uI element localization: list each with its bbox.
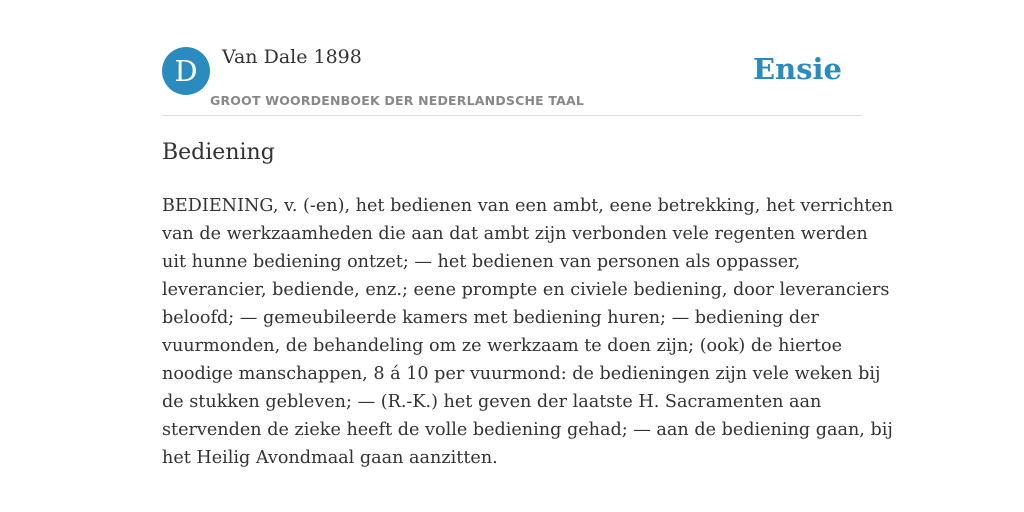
entry-title: Bediening — [162, 140, 275, 165]
definition-line: stervenden de zieke heeft de volle bediening gehad; — aan de bediening gaan, bij — [162, 420, 893, 440]
header-divider — [162, 115, 862, 116]
definition-line: leverancier, bediende, enz.; eene prompte en civiele bediening, door leveranciers — [162, 280, 890, 300]
definition-line: vuurmonden, de behandeling om ze werkzaam te doen zijn; (ook) de hiertoe — [162, 336, 842, 356]
definition-line: van de werkzaamheden die aan dat ambt zijn verbonden vele regenten werden — [162, 224, 868, 244]
definition-line: uit hunne bediening ontzet; — het bedienen van personen als oppasser, — [162, 252, 801, 272]
entry-definition — [162, 192, 894, 472]
definition-line: beloofd; — gemeubileerde kamers met bediening huren; — bediening der — [162, 308, 819, 328]
dictionary-subtitle: GROOT WOORDENBOEK DER NEDERLANDSCHE TAAL — [210, 93, 585, 108]
definition-line: BEDIENING, v. (-en), het bedienen van een ambt, eene betrekking, het verrichten — [162, 196, 894, 216]
dictionary-avatar[interactable]: D — [162, 47, 210, 95]
header — [162, 46, 862, 116]
dictionary-title[interactable]: Van Dale 1898 — [222, 46, 362, 68]
definition-line: het Heilig Avondmaal gaan aanzitten. — [162, 448, 498, 468]
definition-line: de stukken gebleven; — (R.-K.) het geven der laatste H. Sacramenten aan — [162, 392, 822, 412]
brand-logo[interactable]: Ensie — [753, 52, 842, 86]
definition-line: noodige manschappen, 8 á 10 per vuurmond: de bedieningen zijn vele weken bij — [162, 364, 881, 384]
